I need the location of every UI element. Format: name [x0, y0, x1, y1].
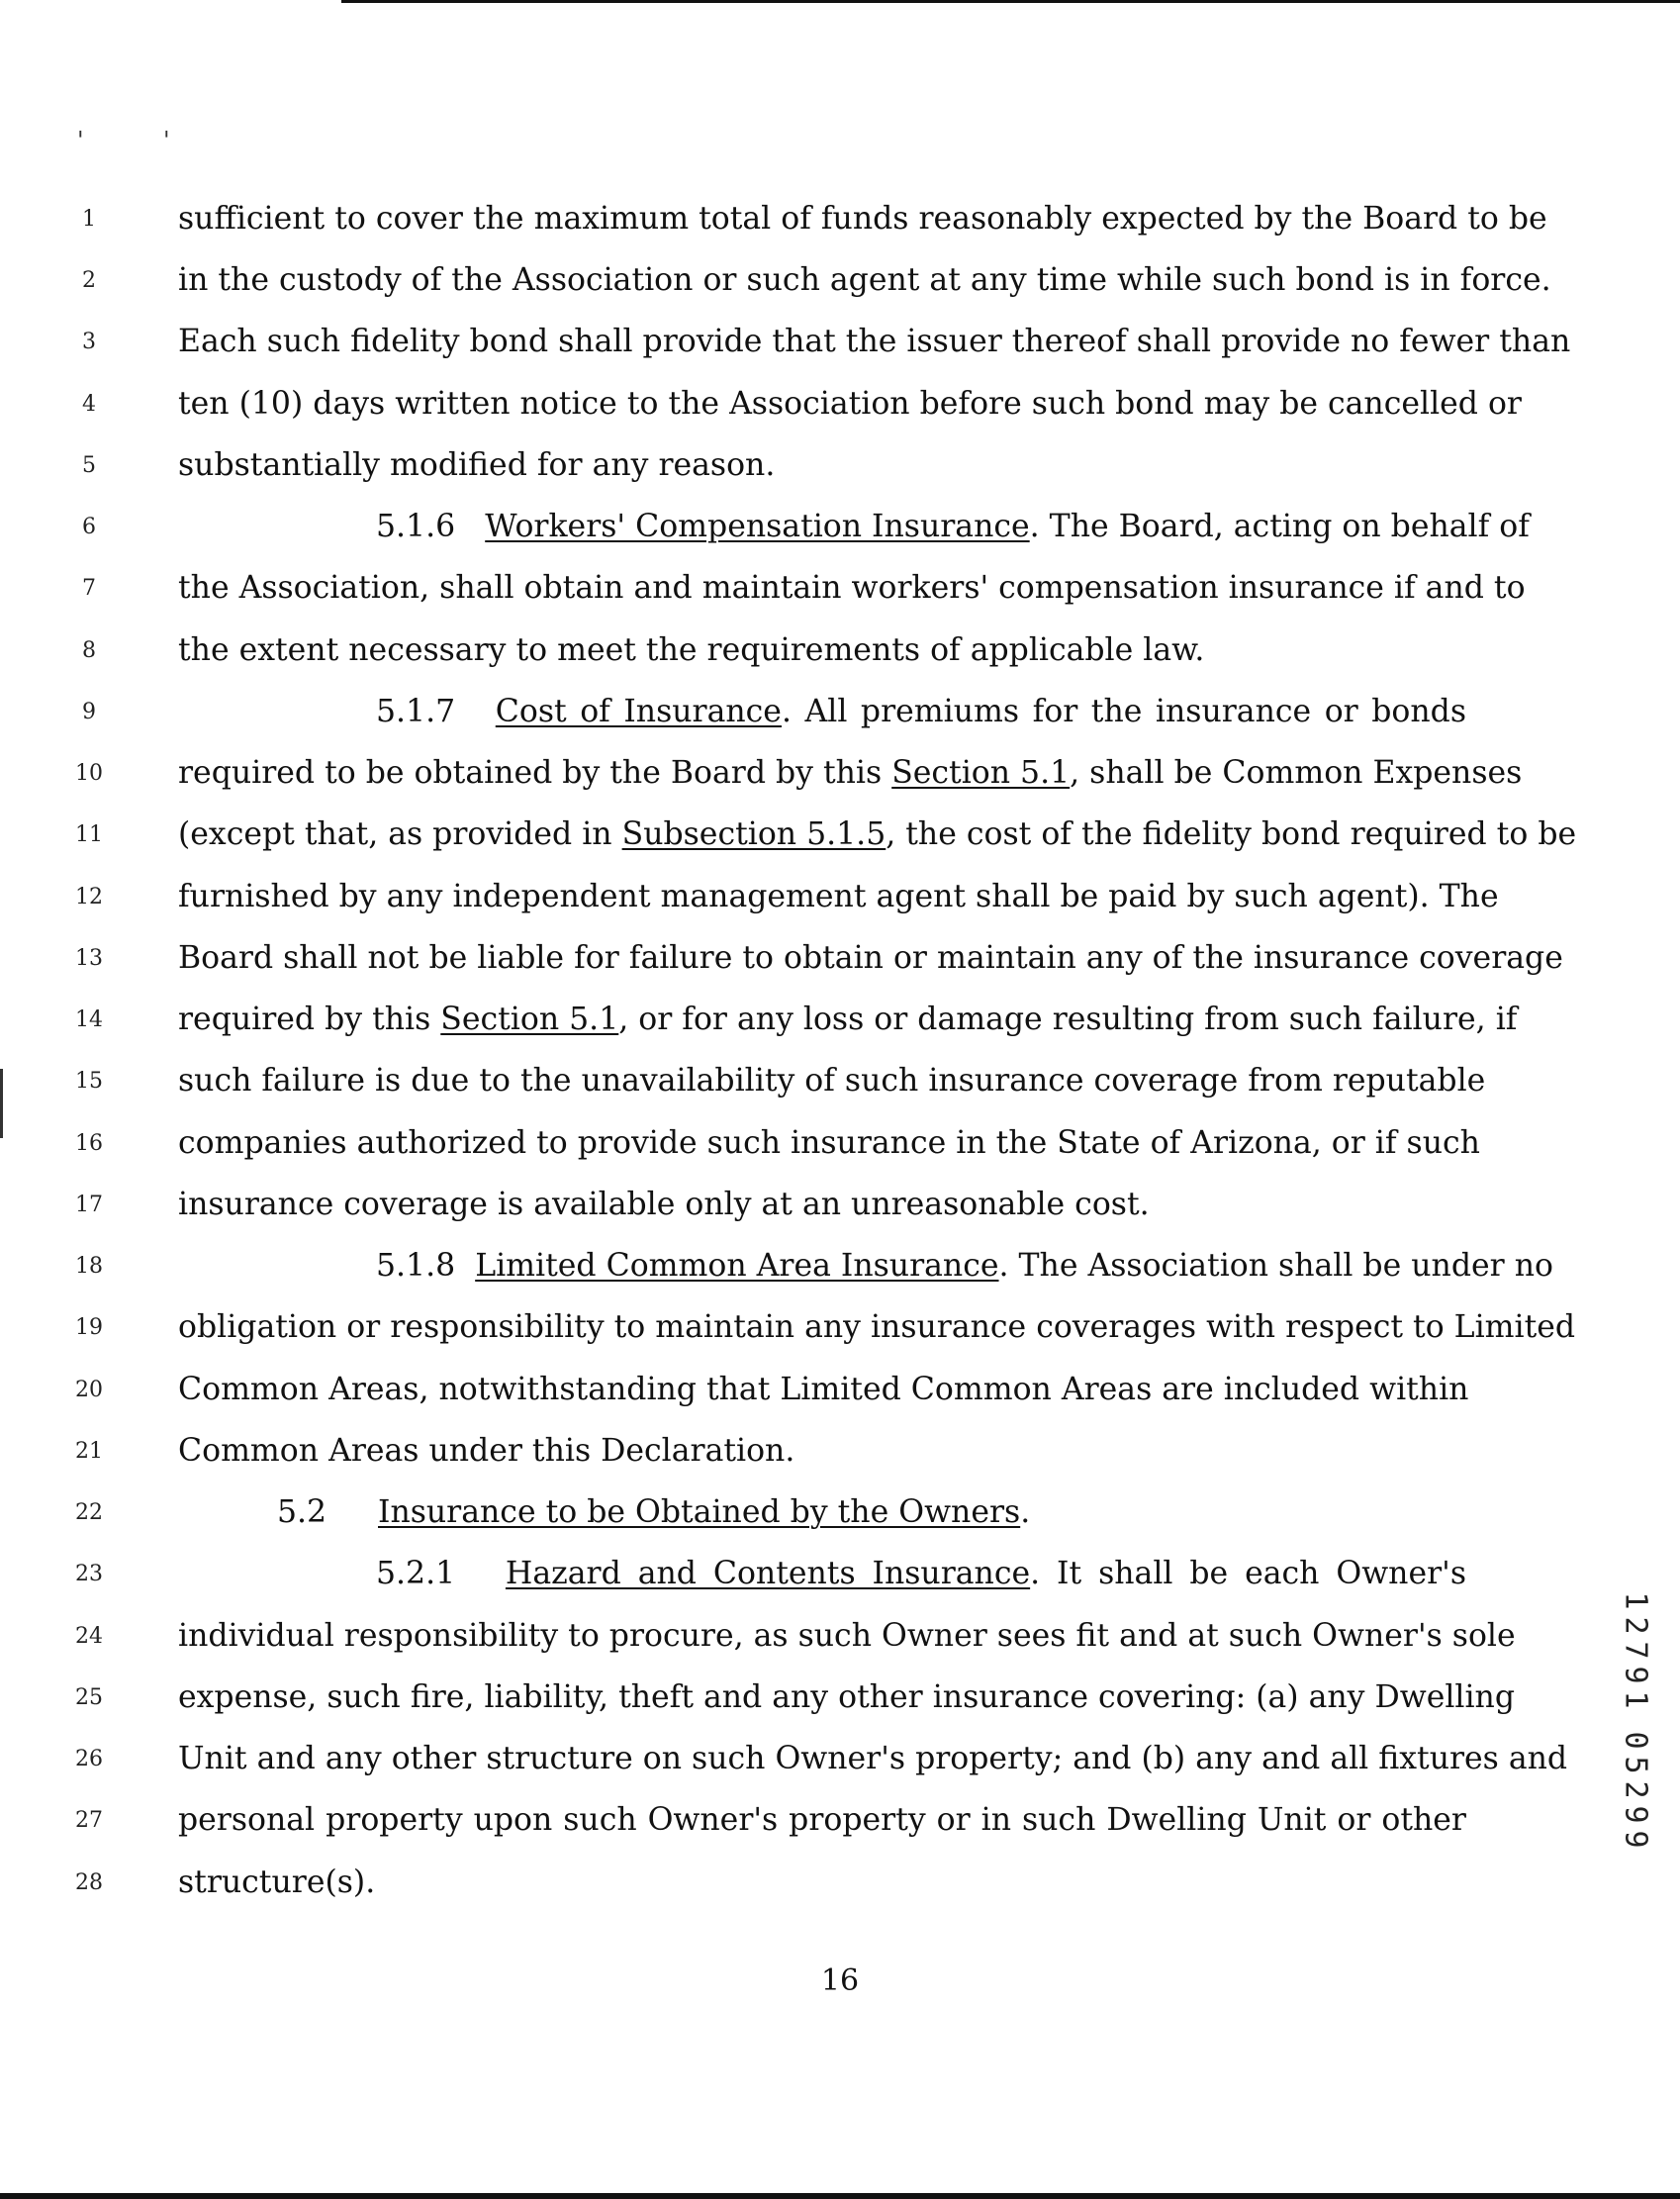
- section-number: 5.2.1: [376, 1556, 456, 1591]
- line-number: 2: [82, 268, 96, 293]
- page-number: 16: [820, 1963, 860, 1998]
- text-line-28: structure(s).: [178, 1864, 376, 1900]
- text-line-2: in the custody of the Association or such agent at any time while such bond is in force.: [178, 262, 1551, 298]
- text-line-20: Common Areas, notwithstanding that Limited Common Areas are included within: [178, 1372, 1469, 1407]
- text-line-1: sufficient to cover the maximum total of funds reasonably expected by the Board to be: [178, 201, 1547, 237]
- line-number: 18: [75, 1254, 103, 1279]
- section-title: Hazard and Contents Insurance: [505, 1556, 1031, 1591]
- heading-continuation: . It shall be each Owner's: [1030, 1556, 1466, 1591]
- section-title: Insurance to be Obtained by the Owners: [378, 1494, 1021, 1530]
- section-reference-link: Section 5.1: [891, 755, 1071, 791]
- text-line-13: Board shall not be liable for failure to obtain or maintain any of the insurance coverage: [178, 940, 1563, 976]
- line-number: 3: [82, 330, 96, 354]
- text-line-14: [178, 1001, 1518, 1038]
- section-reference-link: Section 5.1: [440, 1002, 619, 1037]
- recording-digit: 1: [1618, 1690, 1653, 1709]
- text-line-5: substantially modified for any reason.: [178, 447, 776, 483]
- scan-edge-mark: [0, 1069, 3, 1138]
- text-run: , the cost of the fidelity bond required to be: [886, 816, 1577, 852]
- text-run: , or for any loss or damage resulting from such failure, if: [618, 1002, 1518, 1037]
- section-5-1-6-heading: [376, 508, 1530, 545]
- text-run: required by this: [178, 1002, 441, 1037]
- line-number: 1: [82, 207, 96, 232]
- line-number: 26: [75, 1747, 103, 1771]
- text-run: , shall be Common Expenses: [1070, 755, 1523, 791]
- line-number: 25: [75, 1685, 103, 1710]
- section-title: Cost of Insurance: [495, 694, 782, 729]
- section-title: Limited Common Area Insurance: [475, 1248, 999, 1284]
- text-line-11: [178, 815, 1577, 853]
- section-number: 5.1.8: [376, 1248, 456, 1284]
- heading-continuation: .: [1020, 1494, 1031, 1530]
- text-line-19: obligation or responsibility to maintain any insurance coverages with respect to Limited: [178, 1309, 1576, 1345]
- line-number: 12: [75, 885, 103, 909]
- section-number: 5.1.6: [376, 509, 456, 544]
- recording-digit: 7: [1618, 1641, 1653, 1660]
- section-number: 5.2: [277, 1494, 327, 1530]
- heading-continuation: . The Board, acting on behalf of: [1029, 509, 1530, 544]
- line-number: 19: [75, 1315, 103, 1340]
- section-5-2-heading: [277, 1493, 1466, 1531]
- line-number: 21: [75, 1439, 103, 1464]
- scan-mark-1: ': [77, 127, 84, 154]
- recording-digit: 9: [1618, 1805, 1653, 1824]
- text-line-24: individual responsibility to procure, as such Owner sees fit and at such Owner's sole: [178, 1618, 1516, 1654]
- top-border-line: [341, 0, 1680, 3]
- line-number: 6: [82, 515, 96, 539]
- scan-mark-2: ': [163, 127, 170, 154]
- text-line-17: insurance coverage is available only at an unreasonable cost.: [178, 1187, 1150, 1222]
- recording-digit: 2: [1618, 1780, 1653, 1799]
- line-number: 27: [75, 1808, 103, 1833]
- section-5-1-8-heading: [376, 1247, 1553, 1285]
- line-number: 22: [75, 1500, 103, 1525]
- recording-number-vertical: [1611, 1588, 1660, 1856]
- line-number: 11: [75, 822, 103, 847]
- line-number: 15: [75, 1069, 103, 1094]
- text-line-15: such failure is due to the unavailability of such insurance coverage from reputable: [178, 1063, 1486, 1099]
- section-number: 5.1.7: [376, 694, 456, 729]
- recording-digit: 9: [1618, 1666, 1653, 1684]
- text-line-26: Unit and any other structure on such Owner's property; and (b) any and all fixtures and: [178, 1741, 1568, 1776]
- text-line-8: the extent necessary to meet the requirements of applicable law.: [178, 632, 1205, 668]
- text-line-7: the Association, shall obtain and maintain workers' compensation insurance if and to: [178, 570, 1526, 606]
- text-run: (except that, as provided in: [178, 816, 622, 852]
- text-line-16: companies authorized to provide such insurance in the State of Arizona, or if such: [178, 1125, 1480, 1161]
- line-number: 13: [75, 946, 103, 971]
- recording-digit: 0: [1618, 1731, 1653, 1750]
- line-number: 4: [82, 392, 96, 417]
- line-number: 17: [75, 1193, 103, 1217]
- text-line-21: Common Areas under this Declaration.: [178, 1433, 795, 1469]
- text-line-12: furnished by any independent management agent shall be paid by such agent). The: [178, 879, 1499, 914]
- heading-continuation: . The Association shall be under no: [998, 1248, 1553, 1284]
- text-line-4: ten (10) days written notice to the Association before such bond may be cancelled or: [178, 386, 1522, 422]
- text-run: required to be obtained by the Board by this: [178, 755, 892, 791]
- heading-continuation: . All premiums for the insurance or bonds: [781, 694, 1466, 729]
- line-number: 8: [82, 638, 96, 663]
- recording-digit: 1: [1618, 1591, 1653, 1610]
- line-number: 14: [75, 1007, 103, 1032]
- text-line-27: personal property upon such Owner's property or in such Dwelling Unit or other: [178, 1802, 1466, 1838]
- subsection-reference-link: Subsection 5.1.5: [621, 816, 887, 852]
- text-line-3: Each such fidelity bond shall provide that the issuer thereof shall provide no fewer than: [178, 324, 1571, 359]
- line-number: 10: [75, 761, 103, 786]
- text-line-10: [178, 754, 1523, 792]
- recording-digit: 2: [1618, 1616, 1653, 1635]
- text-line-25: expense, such fire, liability, theft and any other insurance covering: (a) any Dwelling: [178, 1679, 1516, 1715]
- line-number: 24: [75, 1624, 103, 1649]
- recording-digit: 9: [1618, 1830, 1653, 1849]
- line-number: 20: [75, 1378, 103, 1402]
- line-number: 5: [82, 453, 96, 478]
- line-number: 7: [82, 576, 96, 601]
- section-5-1-7-heading: [376, 693, 1466, 730]
- line-number: 23: [75, 1562, 103, 1586]
- section-title: Workers' Compensation Insurance: [485, 509, 1030, 544]
- section-5-2-1-heading: [376, 1555, 1466, 1592]
- line-number: 16: [75, 1131, 103, 1156]
- recording-digit: 5: [1618, 1756, 1653, 1774]
- bottom-border-line: [0, 2193, 1680, 2199]
- line-number: 9: [82, 700, 96, 724]
- line-number: 28: [75, 1870, 103, 1895]
